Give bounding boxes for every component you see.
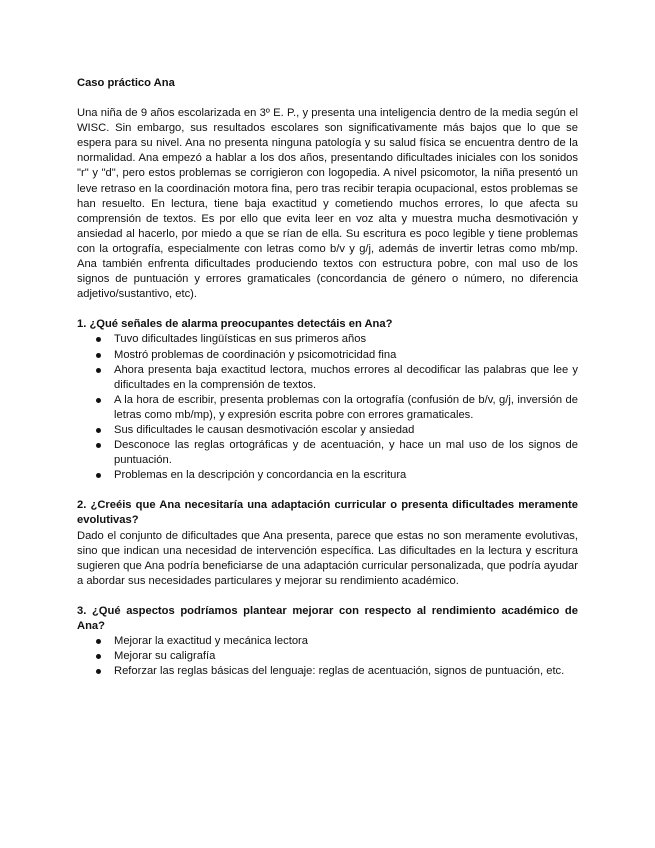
list-item: Mejorar su caligrafía	[77, 649, 578, 664]
question-1-list	[77, 332, 578, 483]
list-item: Mostró problemas de coordinación y psicomotricidad fina	[77, 348, 578, 363]
list-item: Reforzar las reglas básicas del lenguaje: reglas de acentuación, signos de puntuación, etc.	[77, 664, 578, 679]
list-item: Problemas en la descripción y concordancia en la escritura	[77, 468, 578, 483]
list-item: A la hora de escribir, presenta problemas con la ortografía (confusión de b/v, g/j, inversión de letras como mb/mp), y expresión escrita pobre con errores gramaticales.	[77, 393, 578, 423]
list-item: Desconoce las reglas ortográficas y de acentuación, y hace un mal uso de los signos de puntuación.	[77, 438, 578, 468]
bullet-icon	[96, 368, 101, 373]
question-3-list	[77, 634, 578, 679]
list-item: Ahora presenta baja exactitud lectora, muchos errores al decodificar las palabras que lee y dificultades en la comprensión de textos.	[77, 363, 578, 393]
question-2-heading: 2. ¿Creéis que Ana necesitaría una adaptación curricular o presenta dificultades meramente evolutivas?	[77, 499, 578, 527]
case-intro-paragraph: Una niña de 9 años escolarizada en 3º E. P., y presenta una inteligencia dentro de la media según el WISC. Sin embargo, sus resultados escolares son significativamente más bajos que lo que se espera para su nivel. Ana no presenta ninguna patología y su salud física se encuentra dentro de la normalidad. Ana empezó a hablar a los dos años, presentando dificultades iniciales con los sonidos "r" y "d", pero estos problemas se corrigieron con logopedia. A nivel psicomotor, la niña presentó un leve retraso en la coordinación motora fina, pero tras recibir terapia ocupacional, estos problemas se han resuelto. En lectura, tiene baja exactitud y cometiendo muchos errores, lo que afecta su comprensión de textos. Es por ello que evita leer en voz alta y muestra mucha desmotivación y ansiedad al hacerlo, por miedo a que se rían de ella. Su escritura es poco legible y tiene problemas con la ortografía, especialmente con letras como b/v y g/j, además de invertir letras como mb/mp. Ana también enfrenta dificultades produciendo textos con estructura pobre, con mal uso de los signos de puntuación y errores gramaticales (concordancia de género o número, no diferencia adjetivo/sustantivo, etc).	[77, 107, 578, 301]
list-item: Mejorar la exactitud y mecánica lectora	[77, 634, 578, 649]
bullet-icon	[96, 443, 101, 448]
list-item: Tuvo dificultades lingüísticas en sus primeros años	[77, 332, 578, 347]
document-title: Caso práctico Ana	[77, 77, 175, 89]
bullet-icon	[96, 654, 101, 659]
bullet-icon	[96, 398, 101, 403]
bullet-icon	[96, 428, 101, 433]
list-item: Sus dificultades le causan desmotivación escolar y ansiedad	[77, 423, 578, 438]
document-body	[77, 76, 578, 679]
bullet-icon	[96, 473, 101, 478]
bullet-icon	[96, 353, 101, 358]
bullet-icon	[96, 669, 101, 674]
question-2-answer: Dado el conjunto de dificultades que Ana presenta, parece que estas no son meramente evolutivas, sino que indican una necesidad de intervención específica. Las dificultades en la lectura y escritura sugieren que Ana podría beneficiarse de una adaptación curricular personalizada, que podría ayudar a abordar sus necesidades particulares y mejorar su rendimiento académico.	[77, 529, 578, 587]
bullet-icon	[96, 337, 101, 342]
question-3-heading: 3. ¿Qué aspectos podríamos plantear mejorar con respecto al rendimiento académico de Ana?	[77, 604, 578, 632]
question-1-heading: 1. ¿Qué señales de alarma preocupantes detectáis en Ana?	[77, 318, 393, 331]
bullet-icon	[96, 639, 101, 644]
